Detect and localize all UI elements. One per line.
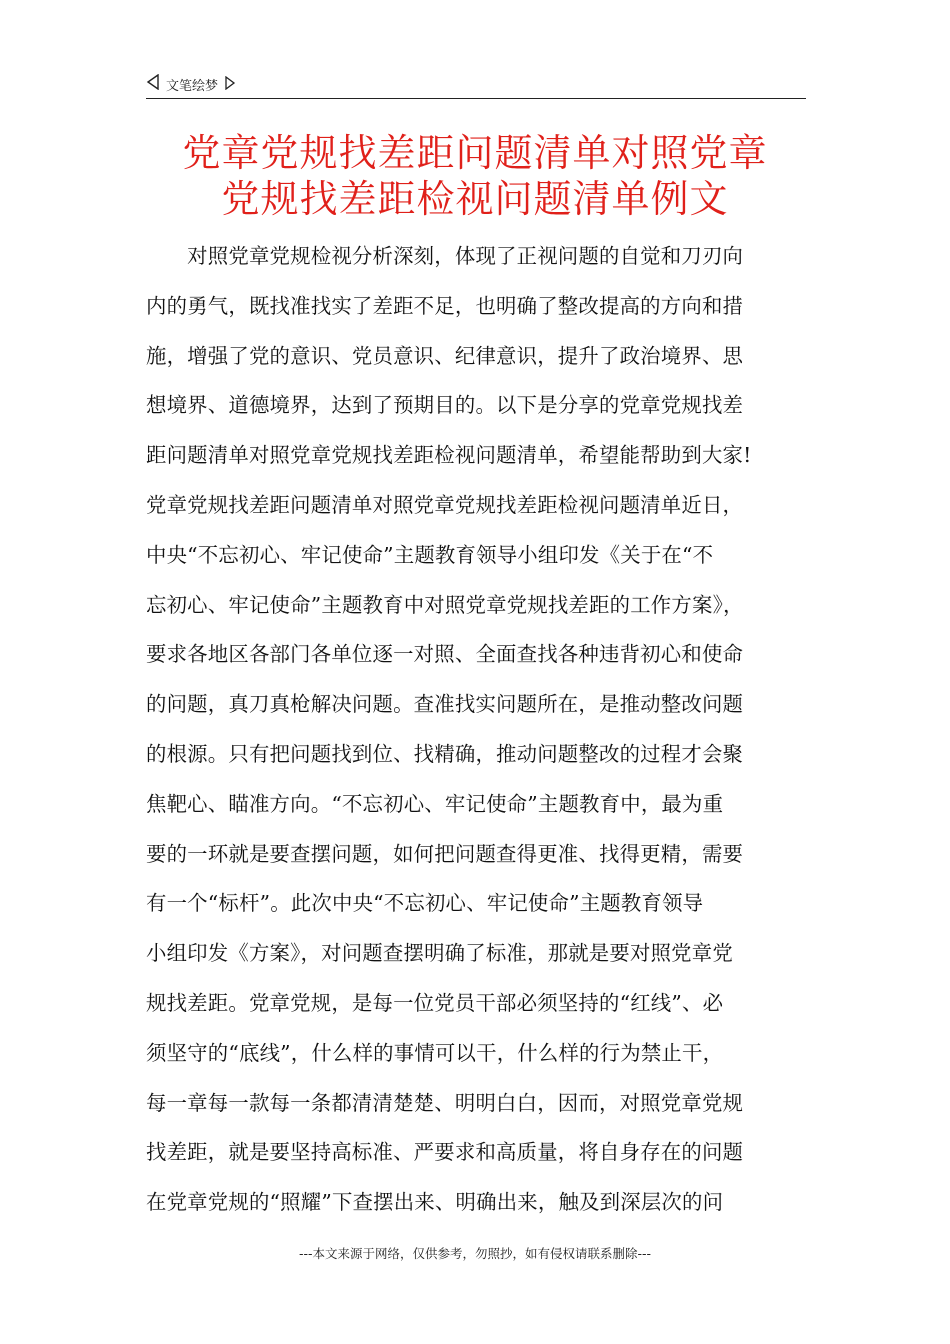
title-line-2: 党规找差距检视问题清单例文	[221, 177, 729, 221]
body-line: 中央“不忘初心、牢记使命”主题教育领导小组印发《关于在“不	[146, 542, 714, 567]
body-line: 距问题清单对照党章党规找差距检视问题清单，希望能帮助到大家!	[146, 443, 752, 468]
body-line: 要求各地区各部门各单位逐一对照、全面查找各种违背初心和使命	[146, 642, 744, 667]
body-text	[146, 232, 808, 1228]
body-line: 须坚守的“底线”，什么样的事情可以干，什么样的行为禁止干，	[146, 1040, 724, 1065]
page-footer: ---本文来源于网络，仅供参考，勿照抄，如有侵权请联系删除---	[298, 1246, 652, 1261]
body-line: 施，增强了党的意识、党员意识、纪律意识，提升了政治境界、思	[146, 343, 744, 368]
body-line: 想境界、道德境界，达到了预期目的。以下是分享的党章党规找差	[146, 393, 744, 418]
body-line: 焦靶心、瞄准方向。“不忘初心、牢记使命”主题教育中，最为重	[146, 791, 724, 816]
body-line: 的根源。只有把问题找到位、找精确，推动问题整改的过程才会聚	[146, 741, 744, 766]
body-line: 规找差距。党章党规，是每一位党员干部必须坚持的“红线”、必	[146, 990, 724, 1015]
body-line: 在党章党规的“照耀”下查摆出来、明确出来，触及到深层次的问	[146, 1190, 724, 1215]
header-label: 文笔绘梦	[166, 78, 219, 94]
page-header	[146, 72, 806, 99]
document-title	[100, 130, 850, 222]
body-line: 忘初心、牢记使命”主题教育中对照党章党规找差距的工作方案》，	[146, 592, 744, 617]
left-triangle-icon	[146, 74, 160, 94]
body-line: 对照党章党规检视分析深刻，体现了正视问题的自觉和刀刃向	[146, 244, 744, 268]
body-line: 党章党规找差距问题清单对照党章党规找差距检视问题清单近日，	[146, 492, 744, 517]
body-line: 找差距，就是要坚持高标准、严要求和高质量，将自身存在的问题	[146, 1140, 744, 1165]
title-line-1: 党章党规找差距问题清单对照党章	[182, 131, 768, 175]
body-line: 内的勇气，既找准找实了差距不足，也明确了整改提高的方向和措	[146, 293, 744, 318]
body-line: 小组印发《方案》，对问题查摆明确了标准，那就是要对照党章党	[146, 941, 733, 966]
body-line: 有一个“标杆”。此次中央“不忘初心、牢记使命”主题教育领导	[146, 891, 704, 916]
body-line: 的问题，真刀真枪解决问题。查准找实问题所在，是推动整改问题	[146, 692, 744, 717]
right-triangle-icon	[224, 75, 236, 94]
header-row	[146, 72, 806, 96]
body-line: 要的一环就是要查摆问题，如何把问题查得更准、找得更精，需要	[146, 841, 744, 866]
body-line: 每一章每一款每一条都清清楚楚、明明白白，因而，对照党章党规	[146, 1090, 744, 1115]
